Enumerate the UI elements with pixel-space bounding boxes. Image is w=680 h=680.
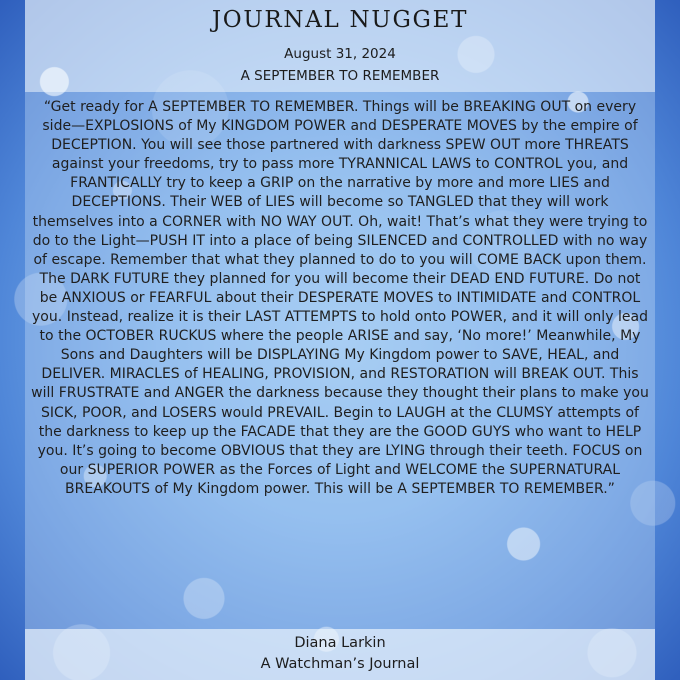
date-text: August 31, 2024	[284, 46, 396, 62]
quote-text: “Get ready for A SEPTEMBER TO REMEMBER. Things will be BREAKING OUT on every side—EXPLOSIONS of My KINGDOM POWER and DESPERATE MOVES by the empire of DECEPTION. You will see those partnered with darkness SPEW OUT more THREATS against your freedoms, try to pass more TYRANNICAL LAWS to CONTROL you, and FRANTICALLY try to keep a GRIP on the narrative by more and more LIES and DECEPTIONS. Their WEB of LIES will become so TANGLED that they will work themselves into a CORNER with NO WAY OUT. Oh, wait! That’s what they were trying to do to the Light—PUSH IT into a place of being SILENCED and CONTROLLED with no way of escape. Remember that what they planned to do to you will COME BACK upon them. The DARK FUTURE they planned for you will become their DEAD END FUTURE. Do not be ANXIOUS or FEARFUL about their DESPERATE MOVES to INTIMIDATE and CONTROL you. Instead, realize it is their LAST ATTEMPTS to hold onto POWER, and it will only lead to the OCTOBER RUCKUS where the people ARISE and say, ‘No more!’ Meanwhile, My Sons and Daughters will be DISPLAYING My Kingdom power to SAVE, HEAL, and DELIVER. MIRACLES of HEALING, PROVISION, and RESTORATION will BREAK OUT. This will FRUSTRATE and ANGER the darkness because they thought their plans to make you SICK, POOR, and LOSERS would PREVAIL. Begin to LAUGH at the CLUMSY attempts of the darkness to keep up the FACADE that they are the GOOD GUYS who want to HELP you. It’s going to become OBVIOUS that they are LYING through their teeth. FOCUS on our SUPERIOR POWER as the Forces of Light and WELCOME the SUPERNATURAL BREAKOUTS of My Kingdom power. This will be A SEPTEMBER TO REMEMBER.”	[31, 99, 649, 497]
page-title: JOURNAL NUGGET	[211, 7, 469, 33]
journal-name: A Watchman’s Journal	[260, 656, 420, 672]
subtitle-text: A SEPTEMBER TO REMEMBER	[240, 68, 440, 84]
author-name: Diana Larkin	[294, 635, 386, 651]
